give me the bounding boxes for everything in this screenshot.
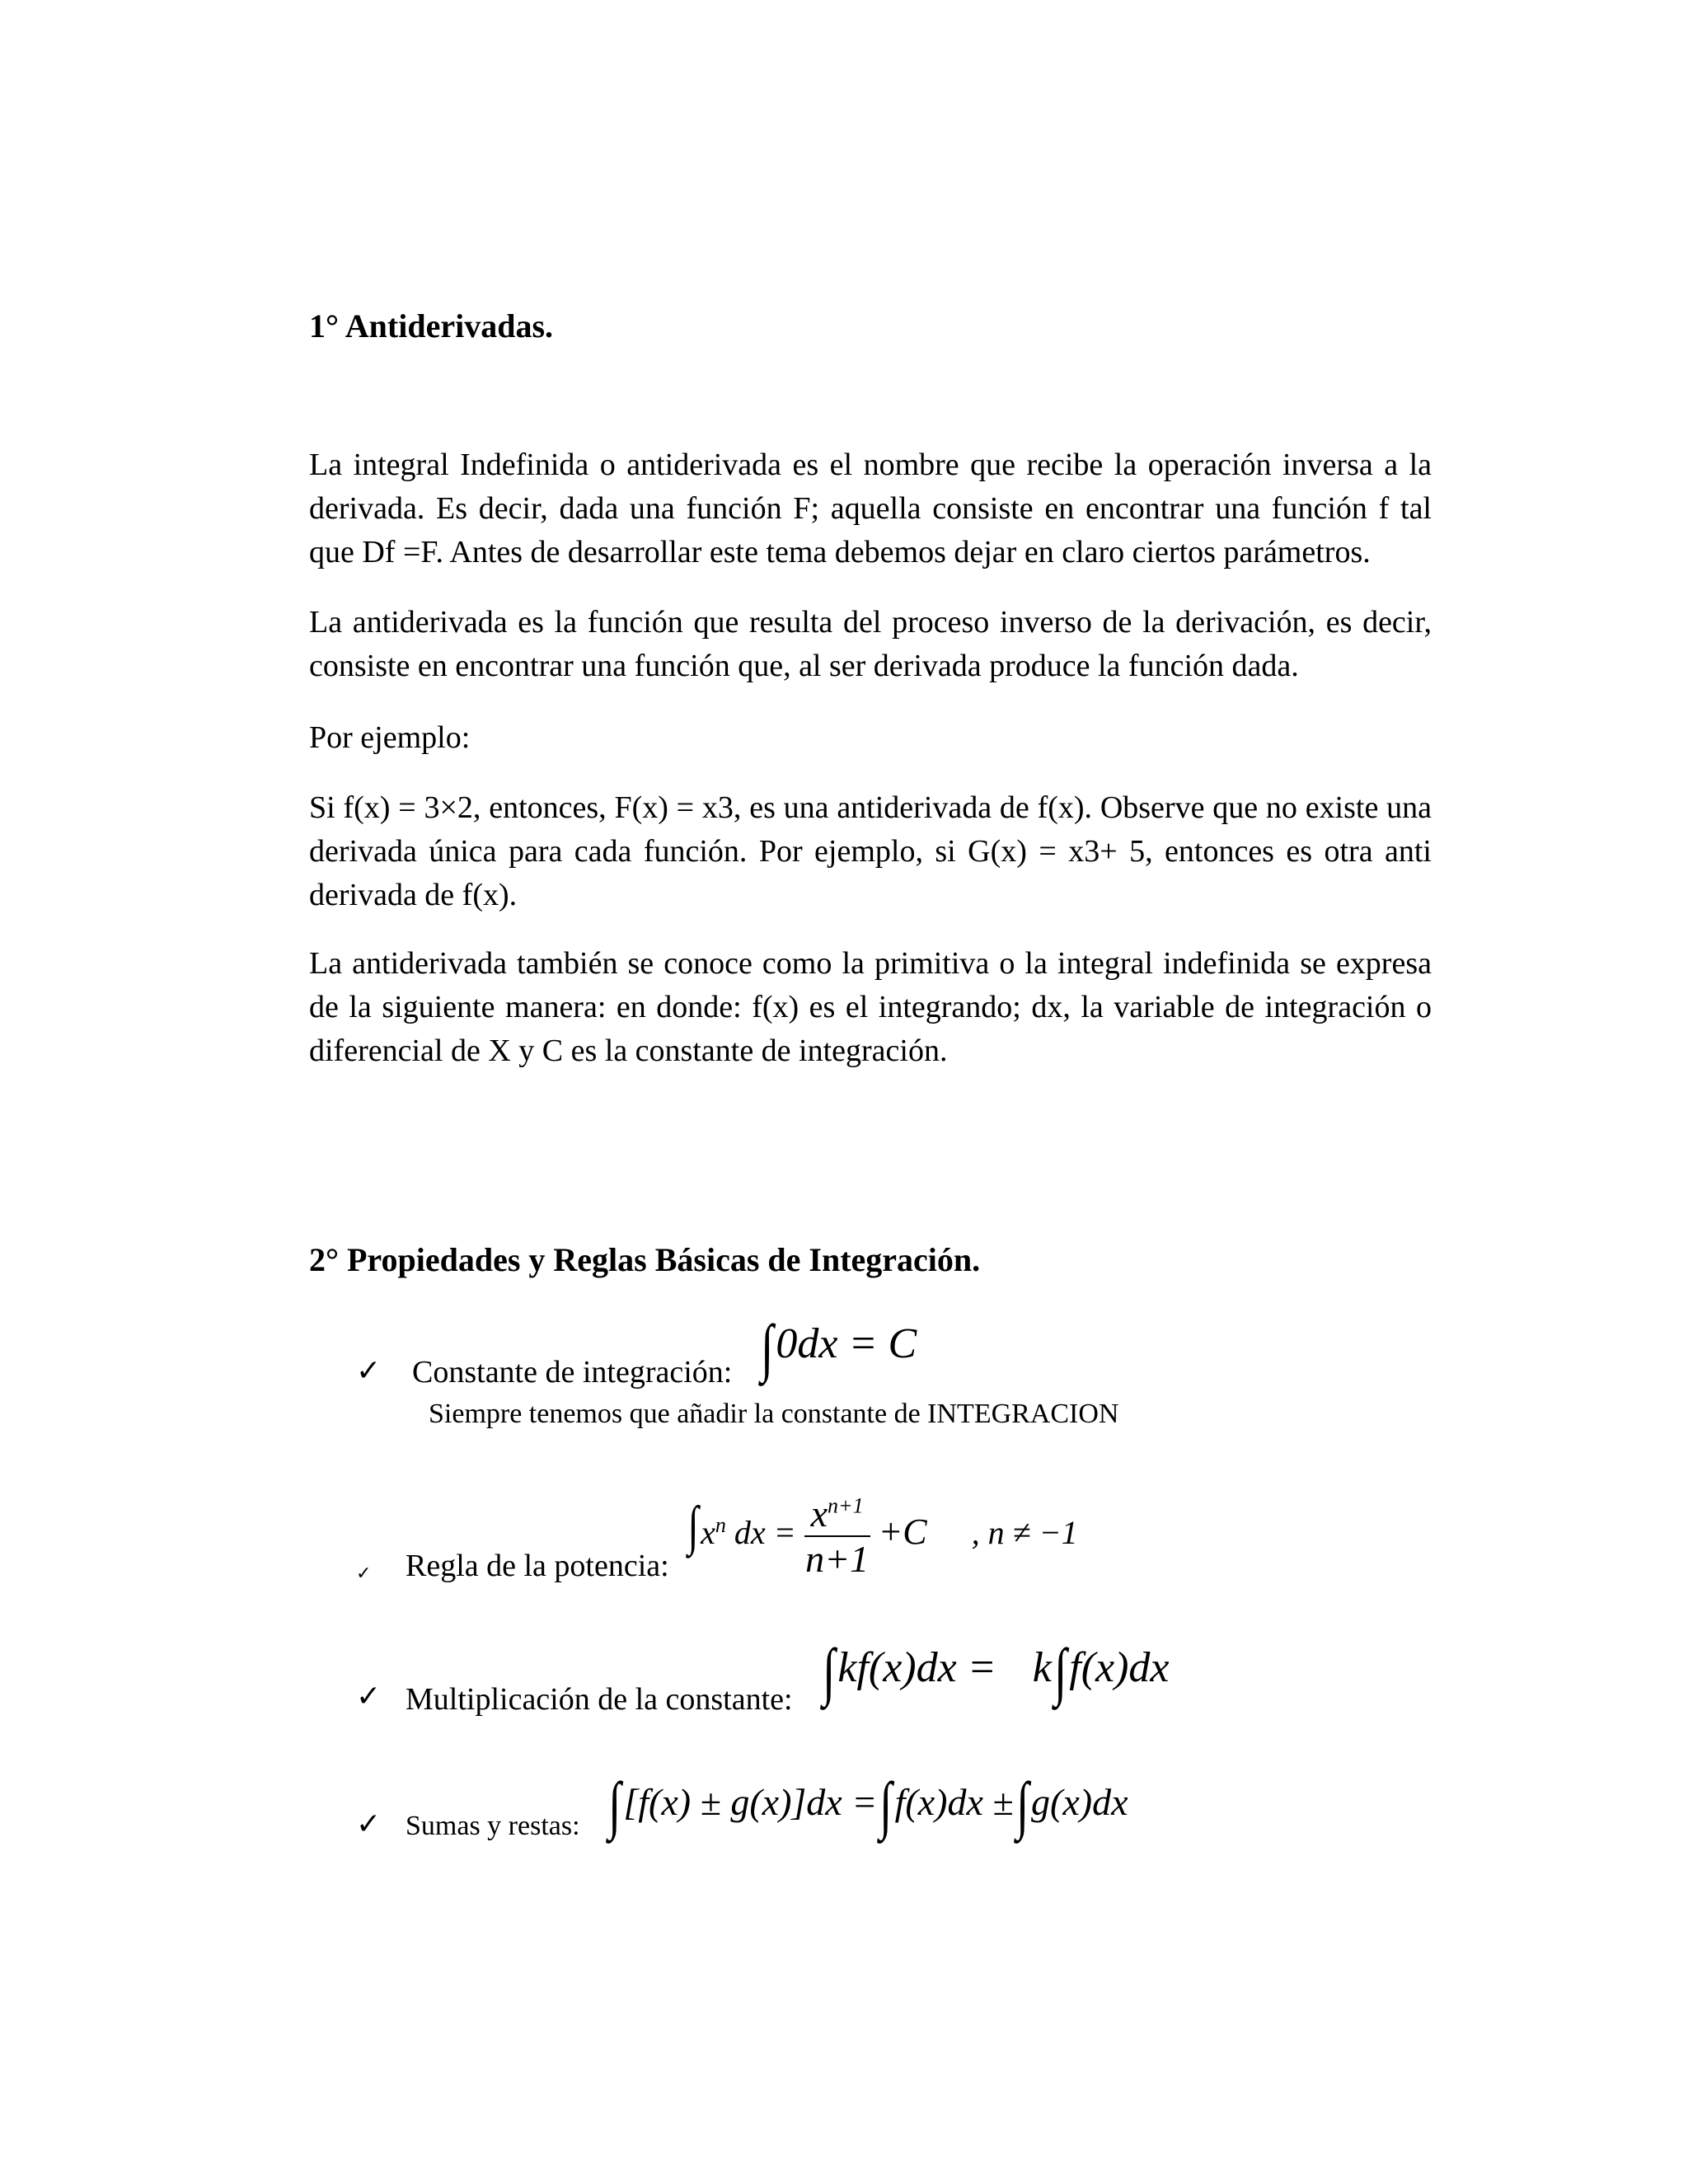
rule-note-constante: Siempre tenemos que añadir la constante de INTEGRACION (429, 1399, 1119, 1429)
paragraph-example-label: Por ejemplo: (309, 720, 471, 755)
formula-constante (758, 1310, 917, 1385)
formula-sumas-left: [f(x) ± g(x)]dx = (623, 1781, 878, 1823)
paragraph-antiderivative: La antiderivada es la función que resulta del proceso inverso de la derivación, es decir, consiste en encontrar una función que, al ser derivada produce la función dada. (309, 605, 1432, 683)
formula-multiplicacion (820, 1634, 1170, 1708)
section-heading-antiderivadas: 1° Antiderivadas. (309, 307, 554, 344)
rule-label-sumas: Sumas y restas: (406, 1811, 580, 1841)
paragraph-primitive: La antiderivada también se conoce como la primitiva o la integral indefinida se expresa de la siguiente manera: en donde: f(x) es el integrando; dx, la variable de integración o diferencial de X y C es la constante de integración. (309, 946, 1432, 1068)
checkmark-icon: ✓ (356, 1563, 372, 1584)
fraction-numerator: x (810, 1493, 828, 1535)
integral-sign: ∫ (760, 1311, 774, 1383)
integral-sign: ∫ (822, 1635, 836, 1707)
formula-sumas-right: g(x)dx (1031, 1781, 1128, 1823)
formula-potencia-condition: , n ≠ −1 (971, 1514, 1078, 1552)
fraction-denominator: n+1 (805, 1538, 870, 1580)
formula-multiplicacion-right: f(x)dx (1069, 1644, 1170, 1691)
formula-multiplicacion-left: kf(x)dx = (837, 1644, 996, 1691)
rule-label-constante: Constante de integración: (412, 1355, 733, 1390)
formula-multiplicacion-k: k (1032, 1644, 1052, 1691)
integral-sign: ∫ (1015, 1769, 1029, 1840)
fraction (804, 1492, 870, 1581)
checkmark-icon: ✓ (356, 1807, 382, 1841)
integral-sign: ∫ (1053, 1635, 1067, 1707)
section-heading-propiedades: 2° Propiedades y Reglas Básicas de Integración. (309, 1241, 981, 1278)
formula-potencia (686, 1492, 1078, 1581)
integral-sign: ∫ (687, 1496, 699, 1557)
checkmark-icon: ✓ (356, 1680, 382, 1713)
formula-sumas (606, 1768, 1128, 1842)
integral-sign: ∫ (879, 1769, 893, 1840)
rule-label-multiplicacion: Multiplicación de la constante: (406, 1682, 793, 1717)
paragraph-example: Si f(x) = 3×2, entonces, F(x) = x3, es una antiderivada de f(x). Observe que no existe una derivada única para cada función. Por ejemplo, si G(x) = x3+ 5, entonces es otra anti derivada de f(x). (309, 790, 1432, 912)
paragraph-definition: La integral Indefinida o antiderivada es el nombre que recibe la operación inversa a la derivada. Es decir, dada una función F; aquella consiste en encontrar una función f tal que Df =F. Antes de desarrollar este tema debemos dejar en claro ciertos parámetros. (309, 448, 1432, 569)
formula-sumas-middle: f(x)dx ± (894, 1781, 1014, 1823)
rule-label-potencia: Regla de la potencia: (406, 1549, 669, 1583)
integral-sign: ∫ (607, 1769, 621, 1840)
formula-potencia-dx: dx = (734, 1514, 796, 1552)
checkmark-icon: ✓ (356, 1354, 382, 1388)
formula-potencia-base: x (701, 1514, 715, 1552)
formula-potencia-exponent: n (715, 1512, 726, 1537)
fraction-numerator-exponent: n+1 (828, 1493, 864, 1518)
formula-constante-body: 0dx = C (776, 1320, 917, 1367)
formula-potencia-constant: +C (878, 1511, 927, 1553)
